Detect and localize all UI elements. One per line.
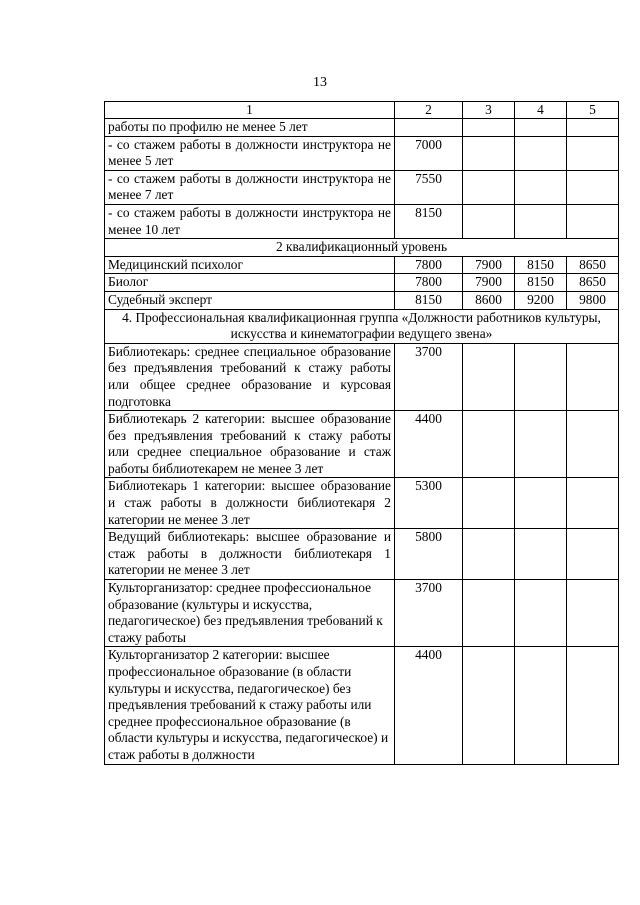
salary-cell: [463, 580, 515, 647]
salary-cell: [463, 411, 515, 478]
salary-cell: [567, 343, 619, 410]
column-header: 3: [463, 102, 515, 119]
salary-cell: [567, 411, 619, 478]
column-header: 5: [567, 102, 619, 119]
section-heading: 2 квалификационный уровень: [105, 239, 619, 257]
section-heading: 4. Профессиональная квалификационная группа «Должности работников культуры, искусства и кинематографии ведущего звена»: [105, 309, 619, 343]
salary-cell: [463, 343, 515, 410]
table-row: [105, 119, 619, 137]
table-row: [105, 274, 619, 292]
table-row: [105, 256, 619, 274]
salary-cell: 4400: [395, 647, 463, 764]
section-row: [105, 309, 619, 343]
salary-cell: 8650: [567, 274, 619, 292]
table-row: [105, 580, 619, 647]
salary-cell: 7900: [463, 274, 515, 292]
salary-cell: [515, 580, 567, 647]
salary-cell: [515, 529, 567, 580]
salary-cell: [463, 529, 515, 580]
position-cell: - со стажем работы в должности инструктора не менее 10 лет: [105, 204, 395, 238]
page-number: 13: [313, 75, 327, 90]
salary-cell: 3700: [395, 580, 463, 647]
salary-cell: [567, 136, 619, 170]
salary-cell: [567, 478, 619, 529]
salary-cell: 4400: [395, 411, 463, 478]
table-row: [105, 529, 619, 580]
table-row: [105, 647, 619, 764]
position-cell: Биолог: [105, 274, 395, 292]
salary-cell: 7800: [395, 274, 463, 292]
salary-cell: [567, 580, 619, 647]
table-row: [105, 343, 619, 410]
position-cell: Библиотекарь 2 категории: высшее образование без предъявления требований к стажу работы или среднее специальное образование и стаж работы библиотекарем не менее 3 лет: [105, 411, 395, 478]
salary-cell: [515, 136, 567, 170]
salary-cell: 8650: [567, 256, 619, 274]
salary-cell: [515, 119, 567, 137]
salary-cell: [463, 204, 515, 238]
salary-cell: 8150: [515, 274, 567, 292]
salary-cell: 8600: [463, 291, 515, 309]
position-cell: Библиотекарь 1 категории: высшее образование и стаж работы в должности библиотекаря 2 категории не менее 3 лет: [105, 478, 395, 529]
salary-cell: 3700: [395, 343, 463, 410]
salary-cell: 8150: [395, 291, 463, 309]
column-header: 1: [105, 102, 395, 119]
salary-cell: 8150: [515, 256, 567, 274]
salary-cell: [567, 204, 619, 238]
salary-cell: [463, 136, 515, 170]
salary-cell: 9200: [515, 291, 567, 309]
table-header-row: [105, 102, 619, 119]
salary-cell: [515, 343, 567, 410]
salary-cell: [515, 411, 567, 478]
salary-cell: [463, 119, 515, 137]
section-row: [105, 239, 619, 257]
salary-cell: 5800: [395, 529, 463, 580]
column-header: 4: [515, 102, 567, 119]
salary-cell: [567, 647, 619, 764]
salary-cell: [463, 170, 515, 204]
position-cell: Культорганизатор: среднее профессиональное образование (культуры и искусства, педагогическое) без предъявления требований к стажу работы: [105, 580, 395, 647]
salary-cell: 5300: [395, 478, 463, 529]
salary-cell: 7000: [395, 136, 463, 170]
salary-cell: 7800: [395, 256, 463, 274]
position-cell: Медицинский психолог: [105, 256, 395, 274]
table-row: [105, 136, 619, 170]
position-cell: - со стажем работы в должности инструктора не менее 7 лет: [105, 170, 395, 204]
position-cell: - со стажем работы в должности инструктора не менее 5 лет: [105, 136, 395, 170]
position-cell: Культорганизатор 2 категории: высшее профессиональное образование (в области культуры и искусства, педагогическое) без предъявления требований к стажу работы или среднее профессиональное образование (в области культуры и искусства, педагогическое) и стаж работы в должности: [105, 647, 395, 764]
table-row: [105, 478, 619, 529]
salary-cell: 7900: [463, 256, 515, 274]
salary-cell: [515, 204, 567, 238]
salary-cell: [395, 119, 463, 137]
salary-cell: [515, 170, 567, 204]
salary-table: [104, 101, 619, 765]
table-row: [105, 204, 619, 238]
salary-cell: [463, 647, 515, 764]
salary-cell: 7550: [395, 170, 463, 204]
table-row: [105, 291, 619, 309]
salary-cell: 8150: [395, 204, 463, 238]
salary-cell: [463, 478, 515, 529]
position-cell: Библиотекарь: среднее специальное образование без предъявления требований к стажу работы или общее среднее образование и курсовая подготовка: [105, 343, 395, 410]
table-row: [105, 411, 619, 478]
table-row: [105, 170, 619, 204]
position-cell: Судебный эксперт: [105, 291, 395, 309]
salary-cell: [515, 647, 567, 764]
position-cell: работы по профилю не менее 5 лет: [105, 119, 395, 137]
salary-cell: [567, 529, 619, 580]
salary-cell: [567, 170, 619, 204]
salary-cell: 9800: [567, 291, 619, 309]
salary-cell: [567, 119, 619, 137]
salary-cell: [515, 478, 567, 529]
column-header: 2: [395, 102, 463, 119]
position-cell: Ведущий библиотекарь: высшее образование и стаж работы в должности библиотекаря 1 категории не менее 3 лет: [105, 529, 395, 580]
